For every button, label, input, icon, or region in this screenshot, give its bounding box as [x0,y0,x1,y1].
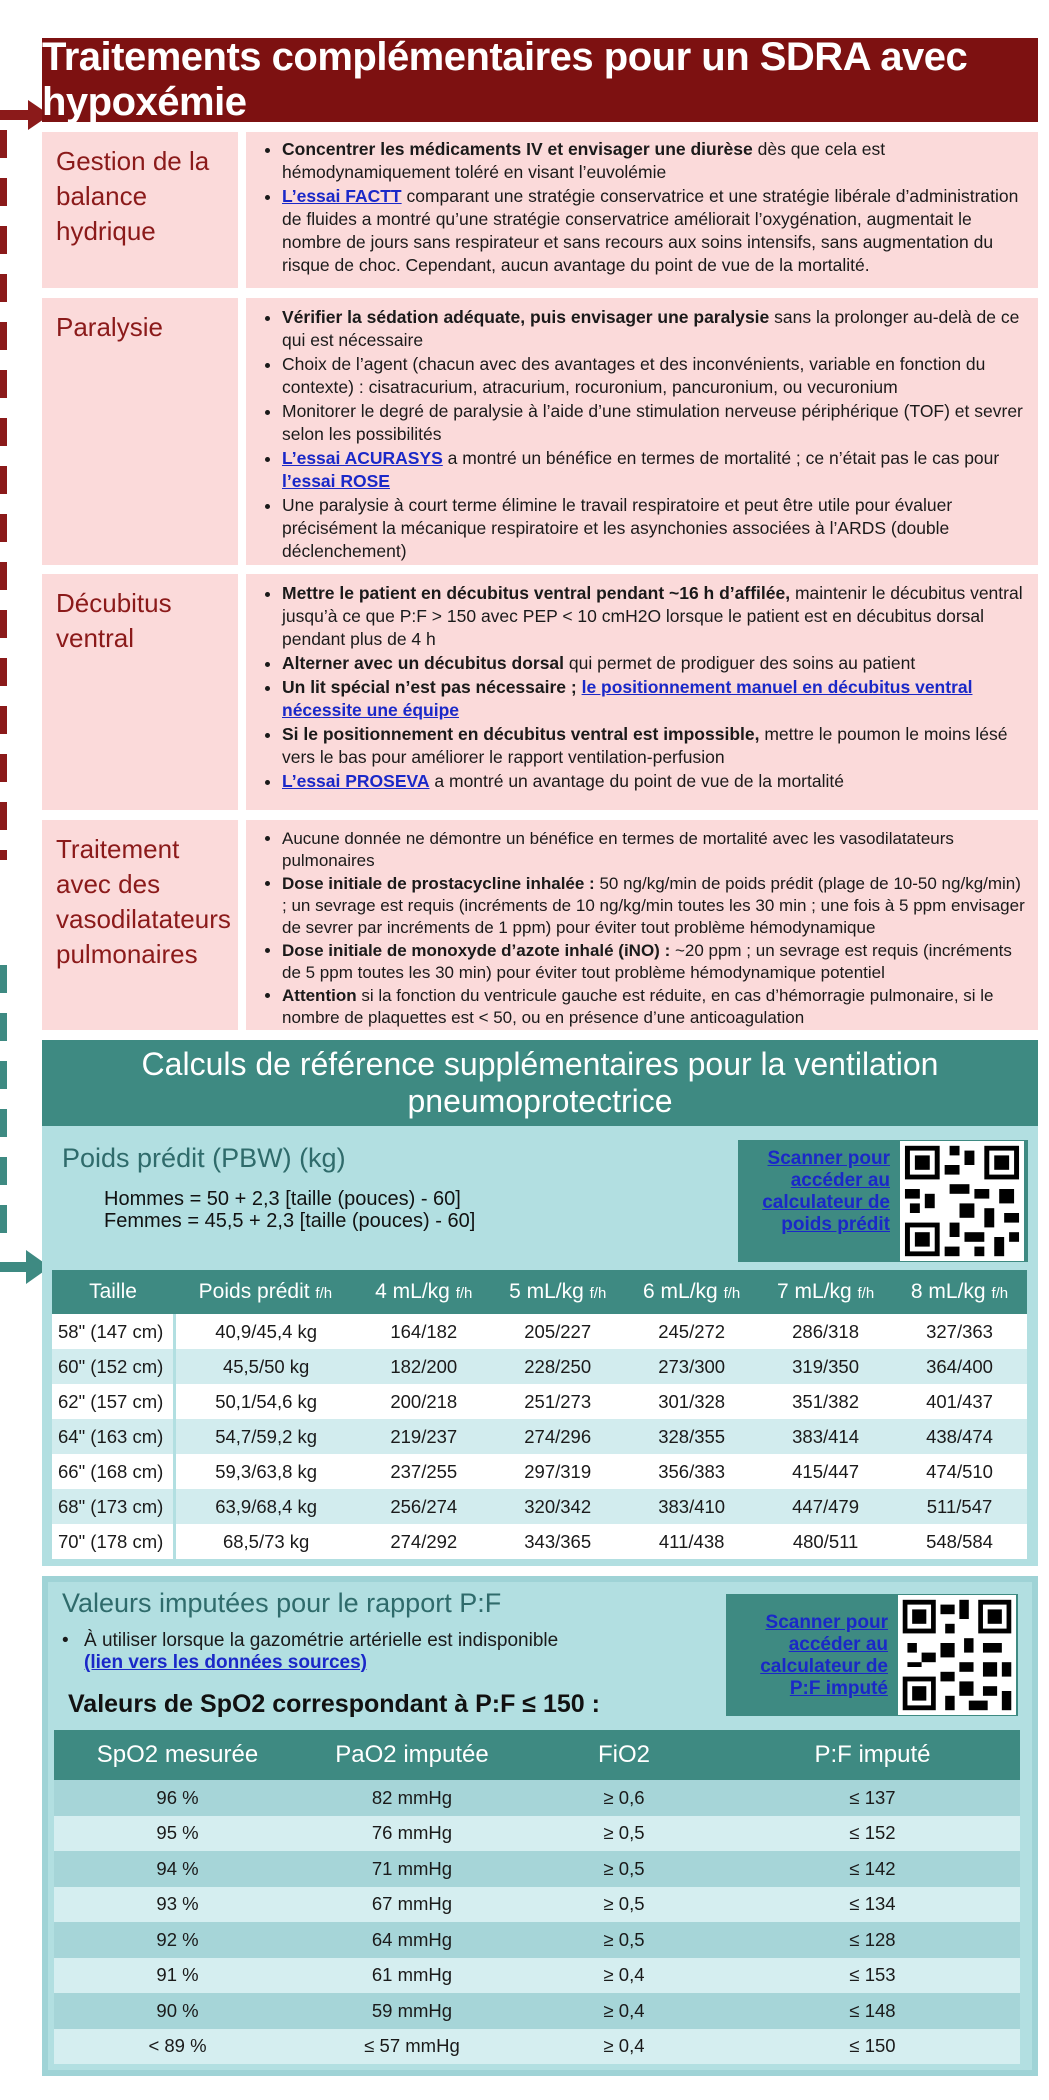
list-item: • Mettre le patient en décubitus ventral pendant ~16 h d’affilée, maintenir le décubitus ventral jusqu’à ce que P:F > 150 avec PEP < 10 cmH2O lorsque le patient est en décubitus dorsal pendant plus de 4 h [282,582,1026,651]
list-item: • Dose initiale de monoxyde d’azote inhalé (iNO) : ~20 ppm ; un sevrage est requis (incréments de 5 ppm toutes les 30 min) pour éviter tout problème hémodynamique potentiel [282,940,1026,984]
arrow-red-shaft [0,110,30,120]
qr-code-icon[interactable] [898,1595,1016,1715]
pbw-title: Poids prédit (PBW) (kg) [62,1143,346,1173]
list-item: • Aucune donnée ne démontre un bénéfice en termes de mortalité avec les vasodilatateurs pulmonaires [282,828,1026,872]
row-content [246,298,1038,565]
column-header: 6 mL/kg f/h [625,1270,759,1314]
column-header: 8 mL/kg f/h [893,1270,1027,1314]
acurasys-link[interactable]: L’essai ACURASYS [282,448,443,468]
column-header: PaO2 imputée [301,1730,523,1780]
dashed-connector-teal [0,965,7,1245]
list-item: • L’essai FACTT comparant une stratégie conservatrice et une stratégie libérale d’administration de fluides a montré qu’une stratégie conservatrice améliorait l’oxygénation, augmentait le nombre de jours sans respirateur et sans recours aux soins intensifs, sans augmentation du risque de choc. Cependant, aucun avantage du point de vue de la mortalité. [282,185,1026,277]
row-label: Traitement avec des vasodilatateurs pulmonaires [42,820,238,1030]
row-vasodilators [42,820,1038,1030]
pf-calculator-link[interactable]: Scanner pour accéder au calculateur de P:F imputé [760,1612,888,1699]
table-row: 66" (168 cm) 59,3/63,8 kg 237/255 297/319 356/383 415/447 474/510 [52,1454,1027,1489]
row-fluid-balance [42,132,1038,288]
row-content [246,574,1038,810]
row-paralysis [42,298,1038,565]
list-item: • Un lit spécial n’est pas nécessaire ; le positionnement manuel en décubitus ventral nécessite une équipe [282,676,1026,722]
pf-table [54,1730,1020,2064]
row-content [246,820,1038,1030]
arrow-teal-shaft [0,1262,28,1272]
pbw-calculator-link[interactable]: Scanner pour accéder au calculateur de poids prédit [762,1148,890,1235]
proseva-link[interactable]: L’essai PROSEVA [282,771,430,791]
dashed-connector-red [0,130,7,860]
table-row: < 89 % ≤ 57 mmHg ≥ 0,4 ≤ 150 [54,2029,1020,2065]
column-header: Taille [52,1270,174,1314]
list-item: • Attention si la fonction du ventricule gauche est réduite, en cas d’hémorragie pulmonaire, si le nombre de plaquettes est < 50, ou en présence d’une anticoagulation [282,985,1026,1029]
column-header: 7 mL/kg f/h [759,1270,893,1314]
pf-bullet: • À utiliser lorsque la gazométrie artérielle est indisponible (lien vers les données sources) [62,1630,559,1673]
formula-men: Hommes = 50 + 2,3 [taille (pouces) - 60] [104,1188,461,1210]
table-row: 90 % 59 mmHg ≥ 0,4 ≤ 148 [54,1993,1020,2029]
table-row: 64" (163 cm) 54,7/59,2 kg 219/237 274/296 328/355 383/414 438/474 [52,1419,1027,1454]
table-row: 70" (178 cm) 68,5/73 kg 274/292 343/365 411/438 480/511 548/584 [52,1524,1027,1559]
pbw-table [52,1270,1028,1559]
table-row: 62" (157 cm) 50,1/54,6 kg 200/218 251/273 301/328 351/382 401/437 [52,1384,1027,1419]
pf-subtitle: Valeurs de SpO2 correspondant à P:F ≤ 150 : [68,1690,600,1718]
table-row: 68" (173 cm) 63,9/68,4 kg 256/274 320/342 383/410 447/479 511/547 [52,1489,1027,1524]
list-item: • Alterner avec un décubitus dorsal qui permet de prodiguer des soins au patient [282,652,1026,675]
factt-link[interactable]: L’essai FACTT [282,186,402,206]
rose-link[interactable]: l’essai ROSE [282,471,390,491]
table-row: 58" (147 cm) 40,9/45,4 kg 164/182 205/227 245/272 286/318 327/363 [52,1314,1027,1349]
list-item: • Une paralysie à court terme élimine le travail respiratoire et peut être utile pour évaluer précisément la mécanique respiratoire et les asynchonies associées à l’ARDS (double déclenchement) [282,494,1026,563]
pf-title: Valeurs imputées pour le rapport P:F [62,1588,502,1618]
column-header: SpO2 mesurée [54,1730,301,1780]
page-title: Traitements complémentaires pour un SDRA avec hypoxémie [42,38,1038,122]
table-row: 92 % 64 mmHg ≥ 0,5 ≤ 128 [54,1922,1020,1958]
row-label: Gestion de la balance hydrique [42,132,238,288]
manual-prone-link[interactable]: le positionnement manuel en décubitus ventral nécessite une équipe [282,677,973,720]
table-row: 91 % 61 mmHg ≥ 0,4 ≤ 153 [54,1958,1020,1994]
row-label: Paralysie [42,298,238,565]
formula-women: Femmes = 45,5 + 2,3 [taille (pouces) - 60] [104,1210,476,1232]
column-header: FiO2 [523,1730,725,1780]
list-item: • Vérifier la sédation adéquate, puis envisager une paralysie sans la prolonger au-delà de ce qui est nécessaire [282,306,1026,352]
table-row: 94 % 71 mmHg ≥ 0,5 ≤ 142 [54,1851,1020,1887]
qr-code-icon[interactable] [900,1141,1024,1261]
table-row: 60" (152 cm) 45,5/50 kg 182/200 228/250 273/300 319/350 364/400 [52,1349,1027,1384]
table-row: 95 % 76 mmHg ≥ 0,5 ≤ 152 [54,1816,1020,1852]
column-header: 5 mL/kg f/h [491,1270,625,1314]
table-header-row [54,1730,1020,1780]
row-label: Décubitus ventral [42,574,238,810]
list-item: • Concentrer les médicaments IV et envisager une diurèse dès que cela est hémodynamiquement toléré en visant l’euvolémie [282,138,1026,184]
source-data-link[interactable]: (lien vers les données sources) [84,1652,368,1673]
column-header: P:F imputé [725,1730,1020,1780]
table-header-row [52,1270,1027,1314]
column-header: Poids prédit f/h [174,1270,357,1314]
row-prone [42,574,1038,810]
column-header: 4 mL/kg f/h [357,1270,491,1314]
list-item: • Si le positionnement en décubitus ventral est impossible, mettre le poumon le moins lésé vers le bas pour améliorer le rapport ventilation-perfusion [282,723,1026,769]
list-item: • Dose initiale de prostacycline inhalée : 50 ng/kg/min de poids prédit (plage de 10-50 ng/kg/min) ; un sevrage est requis (incréments de 10 ng/kg/min toutes les 30 min ; une fois à 5 ppm envisager de sevrer par incréments de 1 ppm) pour éviter tout problème hémodynamique [282,873,1026,939]
list-item: • Choix de l’agent (chacun avec des avantages et des inconvénients, variable en fonction du contexte) : cisatracurium, atracurium, rocuronium, pancuronium, ou vecuronium [282,353,1026,399]
reference-header: Calculs de référence supplémentaires pour la ventilation pneumoprotectrice [42,1040,1038,1126]
list-item: • L’essai PROSEVA a montré un avantage du point de vue de la mortalité [282,770,1026,793]
row-content [246,132,1038,288]
list-item: • Monitorer le degré de paralysie à l’aide d’une stimulation nerveuse périphérique (TOF) et sevrer selon les possibilités [282,400,1026,446]
list-item: • L’essai ACURASYS a montré un bénéfice en termes de mortalité ; ce n’était pas le cas pour l’essai ROSE [282,447,1026,493]
table-row: 96 % 82 mmHg ≥ 0,6 ≤ 137 [54,1780,1020,1816]
table-row: 93 % 67 mmHg ≥ 0,5 ≤ 134 [54,1887,1020,1923]
